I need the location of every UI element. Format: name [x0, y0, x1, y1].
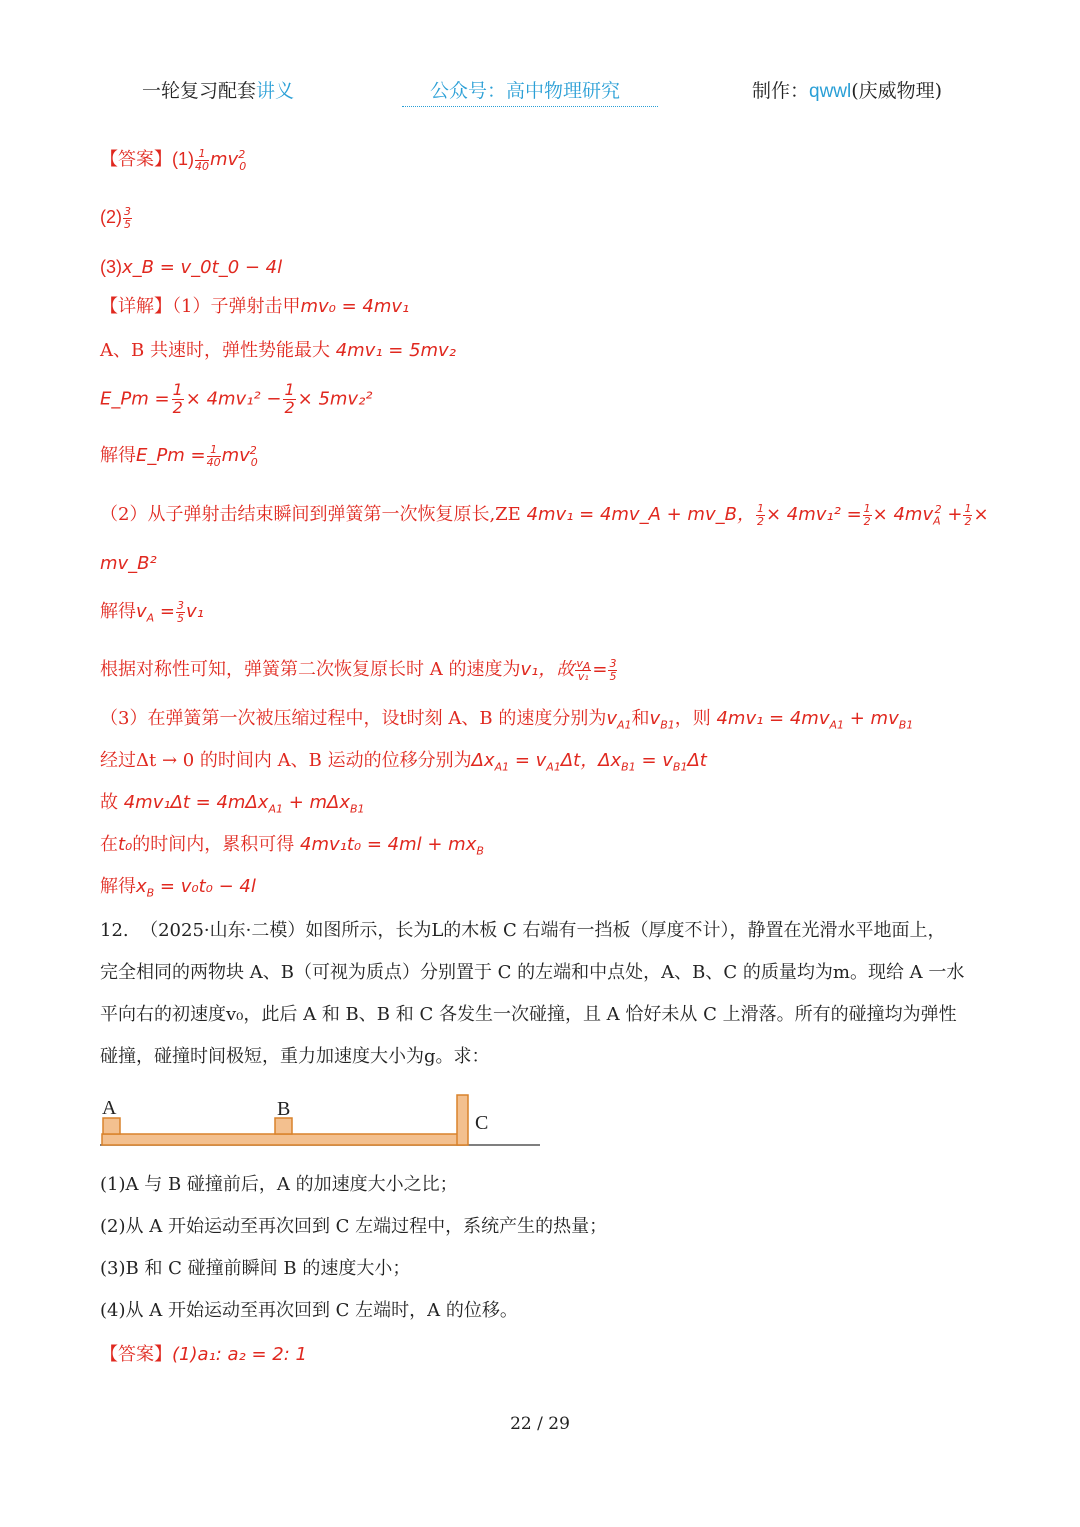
board-c-stopper: [457, 1095, 468, 1145]
detail-line-6: [100, 555, 157, 573]
answer-prev-line-3: [100, 258, 282, 277]
detail-l12-pre: 在: [100, 834, 118, 855]
answer-2-fraction: $\frac{3}{5}$: [124, 205, 131, 231]
answer-2-prefix: (2): [100, 207, 122, 228]
header-right-prefix: 制作：: [752, 80, 810, 102]
board-c: [102, 1134, 464, 1145]
answer-tag: 【答案】: [100, 149, 172, 171]
label-a: A: [102, 1097, 117, 1119]
header-left: [142, 76, 294, 103]
detail-l2-text: A、B 共速时，弹性势能最大: [100, 340, 330, 361]
answer-next: [100, 1346, 307, 1364]
question-text-4: 碰撞，碰撞时间极短，重力加速度大小为g。求：: [100, 1046, 490, 1067]
detail-l3-half-2: $\frac{1}{2}$: [284, 380, 295, 417]
detail-l4-text: 解得: [100, 445, 136, 467]
detail-line-7: 解得$v_A$ = $\frac{3}{5}$ v₁: [100, 599, 204, 625]
board-diagram: [100, 1090, 550, 1150]
detail-line-9: （3）在弹簧第一次被压缩过程中，设t时刻 A、B 的速度分别为$v_{A1}$和$v_{B1}$，则 $4mv_1 = 4mv_{A1} + mv_{B1}$: [100, 708, 914, 732]
detail-l1-text: （1）子弹射击甲: [172, 296, 301, 317]
detail-line-4: 解得E_Pm = $\frac{1}{40}$ $mv^2_0$: [100, 443, 258, 469]
detail-l8-text: 根据对称性可知，弹簧第二次恢复原长时 A 的速度为: [100, 659, 521, 681]
detail-l5-text: （2）从子弹射击结束瞬间到弹簧第一次恢复原长,ZE: [100, 504, 521, 526]
answer-1-expr: mv: [210, 149, 239, 171]
header-author: qwwl: [809, 81, 852, 102]
block-b: [275, 1118, 292, 1134]
detail-l3-lhs: E_Pm =: [100, 388, 170, 410]
question-number: 12.: [100, 920, 129, 941]
detail-l5-eq: 4mv₁ = 4mv_A + mv_B，: [526, 504, 755, 526]
header-left-prefix: 一轮复习配套: [142, 80, 257, 102]
detail-line-8: 根据对称性可知，弹簧第二次恢复原长时 A 的速度为v₁，故 $\frac{v_A}{\text{v₁}}$ = $\frac{3}{5}$: [100, 657, 617, 683]
header-left-suffix: 讲义: [256, 80, 295, 102]
answer-1-fraction: $\frac{1}{40}$: [195, 147, 209, 173]
detail-l13-text: 解得: [100, 876, 136, 897]
answer-3-expr: x_B = v_0t_0 − 4l: [122, 257, 283, 278]
detail-l10-text: 经过Δt → 0 的时间内 A、B 运动的位移分别为: [100, 750, 472, 771]
detail-l12-post: 的时间内，累积可得: [132, 834, 295, 855]
sub-question-1: (1)A 与 B 碰撞前后，A 的加速度大小之比；: [100, 1174, 458, 1195]
detail-l9-text: （3）在弹簧第一次被压缩过程中，设t时刻 A、B 的速度分别为: [100, 708, 607, 729]
answer-3-prefix: (3): [100, 257, 122, 277]
detail-line-1: [100, 298, 409, 316]
detail-l8-mid: v₁，故: [520, 659, 575, 681]
answer-prev-line-2: [100, 206, 133, 230]
page-number: 22 / 29: [510, 1414, 570, 1434]
question-text-1: 如图所示，长为L的木板 C 右端有一挡板（厚度不计），静置在光滑水平地面上，: [305, 920, 946, 941]
detail-line-2: [100, 342, 456, 360]
detail-line-3: [100, 382, 373, 417]
question-source: （2025·山东·二模）: [140, 920, 306, 941]
detail-tag: 【详解】: [100, 296, 172, 317]
detail-l4-fraction: $\frac{1}{40}$: [206, 443, 221, 469]
sub-question-2: (2)从 A 开始运动至再次回到 C 左端过程中，系统产生的热量；: [100, 1216, 608, 1237]
detail-line-10: 经过Δt → 0 的时间内 A、B 运动的位移分别为$\Delta x_{A1} = v_{A1}\Delta t$，$\Delta x_{B1} = v_{B1}\Delta t$: [100, 750, 707, 774]
header-right-suffix: (庆威物理): [851, 80, 943, 102]
detail-l11-text: 故: [100, 792, 118, 813]
answer-1-prefix: (1): [172, 149, 194, 170]
sub-question-4: (4)从 A 开始运动至再次回到 C 左端时，A 的位移。: [100, 1300, 518, 1321]
detail-l2-eq: 4mv₁ = 5mv₂: [335, 340, 456, 361]
detail-line-12: 在t₀的时间内，累积可得 $4mv_1t_0 = 4ml + mx_B$: [100, 834, 484, 858]
detail-l6-eq: mv_B²: [100, 553, 157, 574]
detail-l3-half-1: $\frac{1}{2}$: [172, 380, 183, 417]
detail-l4-eq: E_Pm =: [136, 445, 206, 467]
detail-line-13: 解得$x_B = v_0t_0 - 4l$: [100, 876, 256, 900]
detail-l9-then: ，则: [674, 708, 711, 729]
sub-question-3: (3)B 和 C 碰撞前瞬间 B 的速度大小；: [100, 1258, 411, 1279]
label-c: C: [475, 1112, 489, 1134]
detail-l9-and: 和: [631, 708, 650, 729]
answer-prev-line-1: 【答案】(1) $\frac{1}{40}$ $mv^2_0$: [100, 147, 247, 173]
question-line-1: [100, 910, 980, 952]
detail-l3-mid: × 4mv₁² −: [185, 388, 282, 410]
answer-next-tag: 【答案】: [100, 1344, 172, 1365]
detail-line-11: 故 4mv₁Δt = 4mΔx$_{A1}$ + mΔx$_{B1}$: [100, 792, 365, 816]
answer-next-1: (1)a₁: a₂ = 2: 1: [172, 1344, 307, 1365]
detail-l7-text: 解得: [100, 601, 136, 623]
question-text-3: 平向右的初速度v₀，此后 A 和 B、B 和 C 各发生一次碰撞，且 A 恰好未从 C 上滑落。所有的碰撞均为弹性: [100, 1004, 957, 1025]
detail-l1-eq: mv₀ = 4mv₁: [300, 296, 410, 317]
detail-line-5: （2）从子弹射击结束瞬间到弹簧第一次恢复原长,ZE 4mv₁ = 4mv_A + mv_B， $\frac{1}{2}$ × 4mv₁² = $\frac{1}{2}$ × $4mv_A^2$ + $\frac{1}{2}$ ×: [100, 502, 989, 528]
block-a: [103, 1118, 120, 1134]
header-right: [752, 76, 942, 103]
detail-l3-end: × 5mv₂²: [297, 388, 373, 410]
question-12: [100, 910, 980, 1078]
header-wechat-account: 公众号：高中物理研究: [402, 76, 658, 107]
label-b: B: [277, 1098, 291, 1120]
question-text-2: 完全相同的两物块 A、B（可视为质点）分别置于 C 的左端和中点处，A、B、C 的质量均为m。现给 A 一水: [100, 962, 965, 983]
